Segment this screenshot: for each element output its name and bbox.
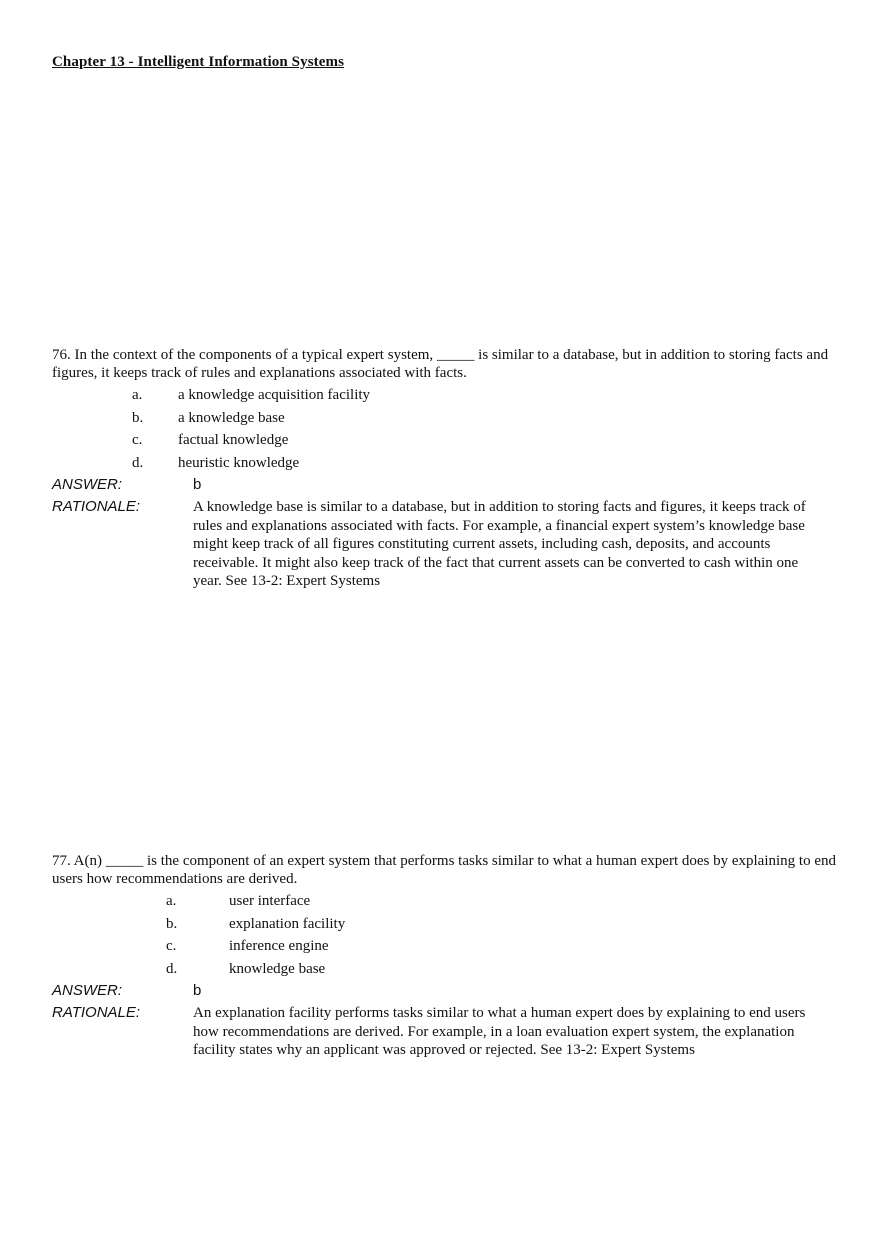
option-letter: a. [166, 893, 177, 909]
option-text: inference engine [229, 938, 329, 954]
option-d [52, 958, 842, 981]
option-letter: c. [132, 432, 143, 448]
option-letter: b. [166, 915, 178, 932]
option-text: knowledge base [229, 960, 326, 977]
answer-value: b [193, 982, 202, 999]
answer-label: ANSWER: [52, 476, 123, 493]
rationale-label: RATIONALE: [52, 498, 141, 515]
answer-row [52, 982, 842, 1004]
option-letter: b. [132, 409, 144, 426]
option-letter: a. [132, 387, 143, 403]
option-text: explanation facility [229, 915, 346, 932]
option-text: a knowledge acquisition facility [178, 387, 371, 403]
question-text: 77. A(n) _____ is the component of an expert system that performs tasks similar to what a human expert does by explaining to end users how recommendations are derived. [52, 853, 836, 887]
rationale-row [52, 1004, 842, 1060]
answer-label: ANSWER: [52, 982, 123, 999]
rationale-text: An explanation facility performs tasks similar to what a human expert does by explaining to end users how recommendations are derived. For example, in a loan evaluation expert system, the explanation facility states why an applicant was approved or rejected. See 13-2: Expert Systems [193, 1005, 806, 1059]
option-a [52, 384, 842, 407]
option-b [52, 407, 842, 430]
rationale-label: RATIONALE: [52, 1004, 141, 1021]
question-77 [52, 852, 842, 1060]
option-c [52, 935, 842, 958]
rationale-row [52, 498, 842, 591]
option-letter: d. [166, 960, 178, 977]
question-76 [52, 346, 842, 591]
option-letter: d. [132, 454, 144, 471]
option-text: user interface [229, 893, 311, 909]
option-text: factual knowledge [178, 432, 289, 448]
question-text: 76. In the context of the components of a typical expert system, _____ is similar to a database, but in addition to storing facts and figures, it keeps track of rules and explanations associated with facts. [52, 347, 829, 381]
option-text: heuristic knowledge [178, 454, 300, 471]
chapter-title: Chapter 13 - Intelligent Information Systems [52, 54, 345, 70]
option-a [52, 890, 842, 913]
option-list [52, 384, 842, 474]
answer-value: b [193, 476, 202, 493]
rationale-text: A knowledge base is similar to a database, but in addition to storing facts and figures, it keeps track of rules and explanations associated with facts. For example, a financial expert system’s knowledge base might keep track of all figures constituting current assets, including cash, deposits, and accounts receivable. It might also keep track of the fact that current assets can be converted to cash within one year. See 13-2: Expert Systems [193, 499, 806, 590]
option-d [52, 452, 842, 475]
answer-row [52, 476, 842, 498]
option-text: a knowledge base [178, 409, 285, 426]
option-list [52, 890, 842, 980]
option-letter: c. [166, 938, 177, 954]
option-b [52, 913, 842, 936]
option-c [52, 429, 842, 452]
